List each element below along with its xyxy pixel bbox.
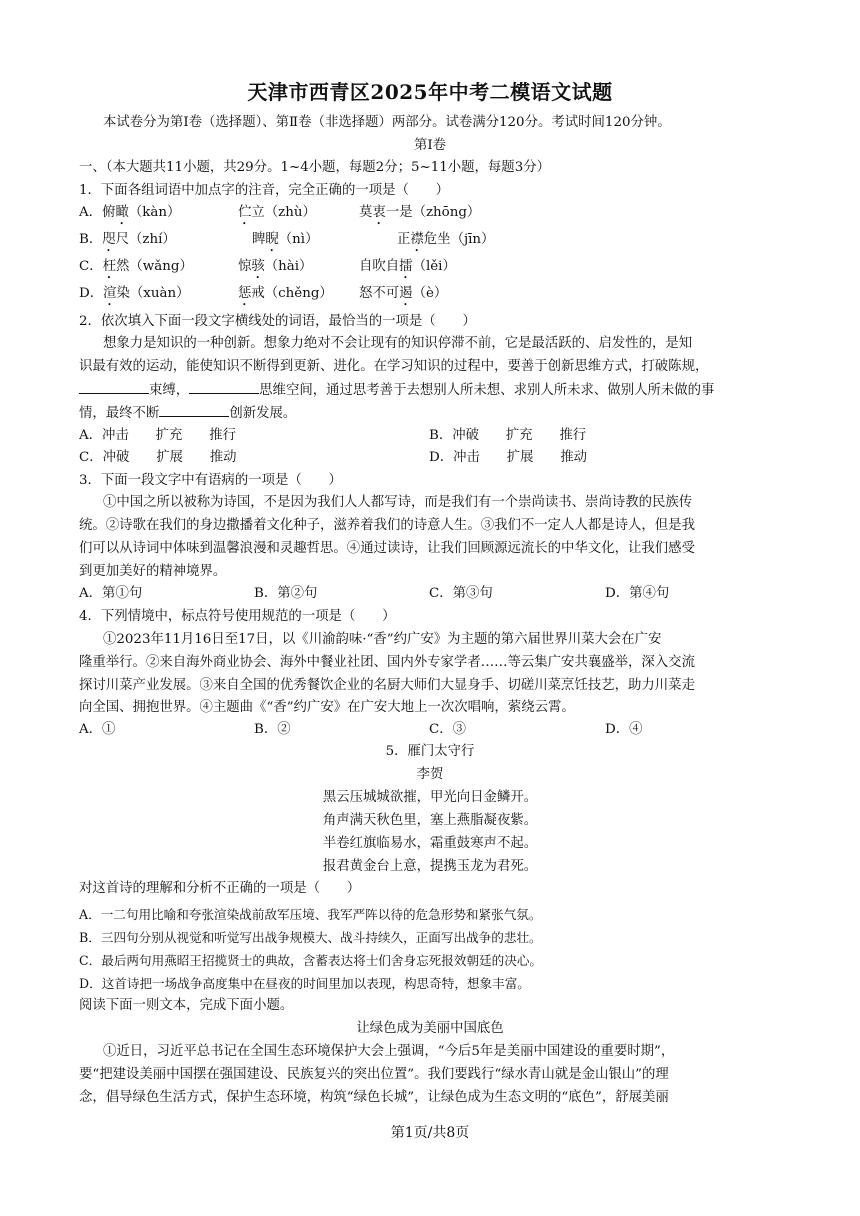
reading-paragraph-line: 要“把建设美丽中国摆在强国建设、民族复兴的突出位置”。我们要践行“绿水青山就是金山银山”的理	[79, 1067, 669, 1082]
q4-passage-line: 探讨川菜产业发展。③来自全国的优秀餐饮企业的名厨大师们大显身手、切磋川菜烹饪技艺，助力川菜走	[79, 678, 695, 693]
poem-title: 5．雁门太守行	[385, 744, 475, 759]
q3-stem: 3．下面一段文字中有语病的一项是（ ）	[79, 473, 342, 488]
q2-option-a: A．冲击 扩充 推行	[79, 428, 236, 443]
q1-option-a-word3: 莫衷一是（zhōng）	[359, 205, 481, 220]
q1-option-d-word3: 怒不可遏（è）	[359, 286, 448, 301]
q1-option-b-word3: 正襟危坐（jīn）	[397, 232, 495, 247]
page-number: 第1页/共8页	[390, 1125, 470, 1141]
reading-instruction: 阅读下面一则文本，完成下面小题。	[79, 998, 294, 1013]
q2-passage-line: 束缚， 思维空间，通过思考善于去想别人所未想、求别人所未求、做别人所未做的事	[79, 381, 783, 400]
q4-option-d: D．④	[605, 722, 643, 737]
answer-blank	[189, 381, 259, 394]
q1-option-d-word2: 惩戒（chěng）	[238, 286, 333, 301]
exam-intro: 本试卷分为第Ⅰ卷（选择题）、第Ⅱ卷（非选择题）两部分。试卷满分120分。考试时间120分钟。	[103, 115, 671, 130]
q1-option-a: A．俯瞰（kàn）	[79, 205, 181, 220]
reading-paragraph-line: ①近日，习近平总书记在全国生态环境保护大会上强调，“今后5年是美丽中国建设的重要时期”，	[103, 1044, 675, 1059]
q2-stem: 2．依次填入下面一段文字横线处的词语，最恰当的一项是（ ）	[79, 314, 476, 329]
q2-option-c: C．冲破 扩展 推动	[79, 450, 237, 465]
q3-passage-line: 统。②诗歌在我们的身边撒播着文化种子，滋养着我们的诗意人生。③我们不一定人人都是诗人，但是我	[79, 518, 695, 533]
q5-option-d: D．这首诗把一场战争高度集中在昼夜的时间里加以表现，构思奇特，想象丰富。	[79, 976, 530, 991]
q1-option-c-word3: 自吹自擂（lěi）	[359, 259, 456, 274]
answer-blank	[159, 404, 229, 417]
q3-option-b: B．第②句	[254, 586, 318, 601]
q3-passage-line: 们可以从诗词中体味到温馨浪漫和灵趣哲思。④通过读诗，让我们回顾源远流长的中华文化，让我们感受	[79, 541, 695, 556]
q4-passage-line: 向全国、拥抱世界。④主题曲《“香”约广安》在广安大地上一次次唱响，萦绕云霄。	[79, 700, 575, 715]
q2-passage-line: 情，最终不断 创新发展。	[79, 406, 297, 421]
poem-line: 报君黄金台上意，提携玉龙为君死。	[322, 859, 538, 874]
reading-paragraph-line: 念，倡导绿色生活方式，保护生态环境，构筑“绿色长城”，让绿色成为生态文明的“底色”，舒展美丽	[79, 1090, 669, 1105]
q4-passage-line: 隆重举行。②来自海外商业协会、海外中餐业社团、国内外专家学者……等云集广安共襄盛举，深入交流	[79, 655, 695, 670]
q5-option-b: B．三四句分别从视觉和听觉写出战争规模大、战斗持续久，正面写出战争的悲壮。	[79, 930, 542, 945]
q4-stem: 4．下列情境中，标点符号使用规范的一项是（ ）	[79, 609, 396, 624]
q2-passage-line: 想象力是知识的一种创新。想象力绝对不会让现有的知识停滞不前，它是最活跃的、启发性的，是知	[103, 336, 693, 351]
poem-author: 李贺	[416, 767, 444, 782]
q1-option-b: B．咫尺（zhí）	[79, 232, 176, 247]
q5-option-c: C．最后两句用燕昭王招揽贤士的典故，含蓄表达将士们舍身忘死报效朝廷的决心。	[79, 953, 543, 968]
q3-option-c: C．第③句	[429, 586, 493, 601]
section-heading: 一、（本大题共11小题，共29分。1~4小题，每题2分；5~11小题，每题3分）	[79, 160, 550, 175]
q5-stem: 对这首诗的理解和分析不正确的一项是（ ）	[79, 881, 361, 896]
q1-option-d: D．渲染（xuàn）	[79, 286, 190, 301]
reading-title: 让绿色成为美丽中国底色	[356, 1021, 504, 1036]
q2-passage-line: 识最有效的运动，能使知识不断得到更新、进化。在学习知识的过程中，要善于创新思维方式，打破陈规，	[79, 359, 709, 374]
exam-title: 天津市西青区2025年中考二模语文试题	[247, 80, 613, 104]
q3-passage-line: 到更加美好的精神境界。	[79, 564, 227, 579]
q1-option-a-word2: 伫立（zhù）	[238, 205, 316, 220]
poem-line: 黑云压城城欲摧，甲光向日金鳞开。	[322, 790, 538, 805]
poem-line: 角声满天秋色里，塞上燕脂凝夜紫。	[322, 813, 538, 828]
q1-option-b-word2: 睥睨（nì）	[252, 232, 319, 247]
poem-line: 半卷红旗临易水，霜重鼓寒声不起。	[322, 836, 538, 851]
q4-option-b: B．②	[254, 722, 291, 737]
q3-passage-line: ①中国之所以被称为诗国，不是因为我们人人都写诗，而是我们有一个崇尚读书、崇尚诗教的民族传	[103, 495, 693, 510]
q1-option-c: C．枉然（wǎng）	[79, 259, 193, 274]
q5-option-a: A．一二句用比喻和夸张渲染战前敌军压境、我军严阵以待的危急形势和紧张气氛。	[79, 907, 542, 922]
q1-stem: 1．下面各组词语中加点字的注音，完全正确的一项是（ ）	[79, 183, 450, 198]
volume-heading: 第Ⅰ卷	[413, 138, 447, 153]
q1-option-c-word2: 惊骇（hài）	[238, 259, 313, 274]
q3-option-a: A．第①句	[79, 586, 143, 601]
q4-option-c: C．③	[429, 722, 467, 737]
q2-option-d: D．冲击 扩展 推动	[429, 450, 588, 465]
q4-option-a: A．①	[79, 722, 116, 737]
q2-option-b: B．冲破 扩充 推行	[429, 428, 587, 443]
answer-blank	[79, 381, 149, 394]
q4-passage-line: ①2023年11月16日至17日，以《川渝韵味·“香”约广安》为主题的第六届世界川菜大会在广安	[103, 632, 662, 647]
q3-option-d: D．第④句	[605, 586, 670, 601]
